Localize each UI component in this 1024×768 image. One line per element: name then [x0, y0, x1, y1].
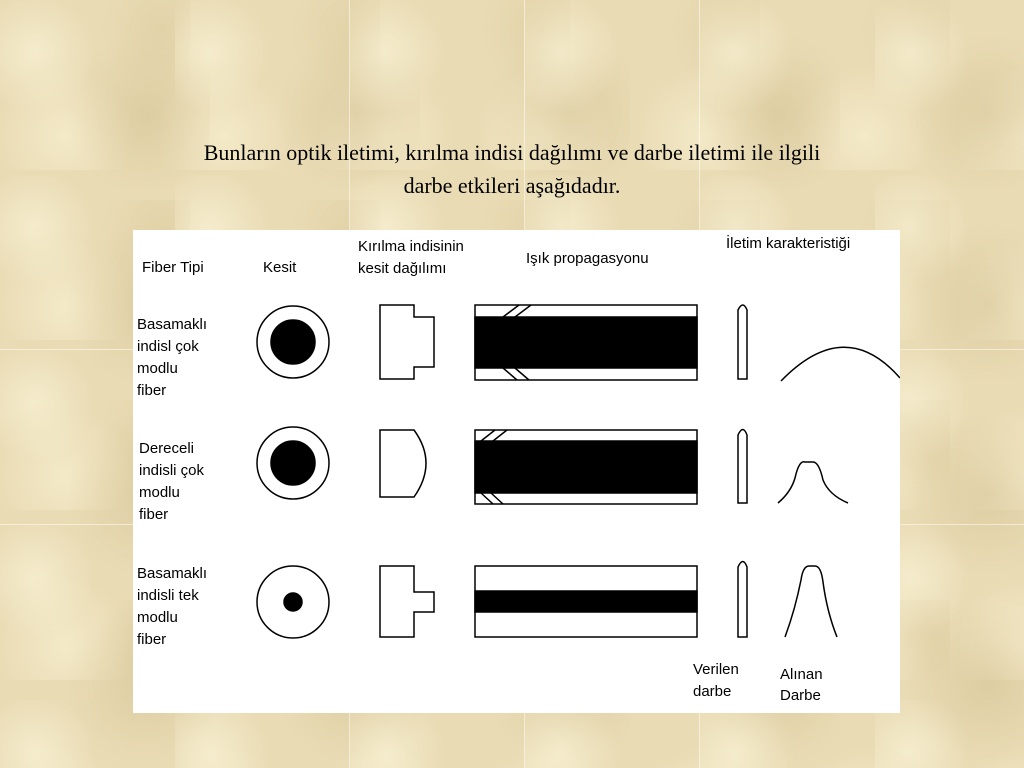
row-label-line: Basamaklı: [137, 316, 208, 333]
fiber-diagram: [133, 230, 900, 713]
footer-input-pulse-1: Verilen: [693, 661, 739, 678]
row-label-1: [137, 314, 207, 402]
row-label-line: modlu: [139, 484, 180, 501]
footer-output-pulse-2: Darbe: [780, 687, 821, 704]
propagation-core: [475, 317, 697, 368]
row-label-line: fiber: [137, 382, 167, 399]
row-label-line: Basamaklı: [137, 565, 208, 582]
footer-input-pulse-2: darbe: [693, 683, 732, 700]
fiber-types-figure: [133, 230, 900, 713]
cross-section-core: [271, 320, 315, 364]
title-line-1: Bunların optik iletimi, kırılma indisi dağılımı ve darbe iletimi ile ilgili: [203, 140, 821, 165]
header-light-propagation: Işık propagasyonu: [526, 250, 649, 267]
row-label-line: fiber: [137, 631, 167, 648]
propagation-core: [475, 591, 697, 612]
title-line-2: darbe etkileri aşağıdadır.: [403, 173, 621, 198]
output-pulse: [781, 347, 900, 381]
row-label-line: Dereceli: [139, 440, 195, 457]
index-profile-step: [380, 305, 434, 379]
row-label-line: indisli tek: [137, 587, 199, 604]
row-label-line: indisl çok: [137, 338, 199, 355]
row-label-line: modlu: [137, 360, 178, 377]
cross-section-core: [284, 593, 302, 611]
header-index-profile-2: kesit dağılımı: [358, 260, 447, 277]
row-label-2: [139, 438, 204, 526]
index-profile-graded: [380, 430, 426, 497]
input-pulse: [738, 430, 747, 504]
propagation-core: [475, 441, 697, 493]
index-profile-step: [380, 566, 434, 637]
slide-title: [90, 136, 934, 202]
header-cross-section: Kesit: [263, 259, 297, 276]
header-fiber-type: Fiber Tipi: [142, 259, 204, 276]
input-pulse: [738, 562, 747, 638]
header-index-profile-1: Kırılma indisinin: [358, 238, 464, 255]
footer-output-pulse-1: Alınan: [780, 666, 823, 683]
output-pulse: [785, 566, 837, 637]
input-pulse: [738, 305, 747, 379]
row-label-3: [137, 563, 207, 651]
header-transmission: İletim karakteristiği: [726, 235, 851, 252]
output-pulse: [778, 462, 848, 503]
row-label-line: indisli çok: [139, 462, 205, 479]
row-label-line: fiber: [139, 506, 169, 523]
row-label-line: modlu: [137, 609, 178, 626]
cross-section-core: [271, 441, 315, 485]
